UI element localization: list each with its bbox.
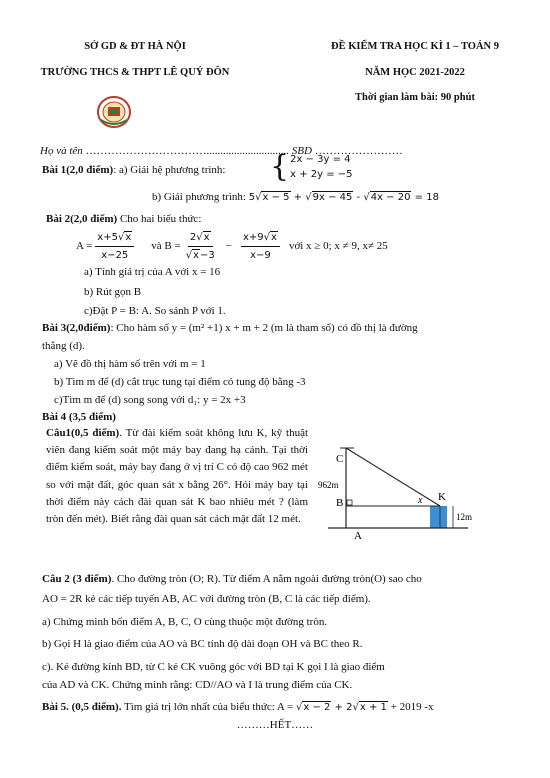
B1-den-sqrt: x: [193, 250, 199, 261]
b4-c2-c2: của AD và CK. Chứng minh rằng: CD//AO và I là trung điểm của CK.: [42, 679, 353, 691]
b4-c2-c1: c). Kẻ đường kính BD, từ C kẻ CK vuông góc với BD tại K gọi I là giao điểm: [42, 661, 385, 673]
b1-sqrt3: 4x − 20: [370, 192, 411, 203]
b5-sqrt2: x + 1: [359, 702, 387, 713]
fig-A-label: A: [354, 530, 362, 542]
and-B-label: và B =: [151, 240, 181, 252]
A-num: x+5: [97, 232, 118, 243]
b4-title: Bài 4 (3,5 điểm): [42, 411, 116, 423]
b4-c2-text1: . Cho đường tròn (O; R). Từ điểm A nằm ngoài đường tròn(O) sao cho: [111, 573, 422, 585]
fig-C-label: C: [336, 453, 344, 465]
B1-num: 2: [189, 232, 197, 243]
b1-equation: 5√x − 5 + √9x − 45 - √4x − 20 = 18: [248, 192, 439, 203]
b2-intro: Cho hai biểu thức:: [119, 213, 202, 225]
b3-line2: thẳng (d).: [42, 340, 85, 352]
school-name: TRƯỜNG THCS & THPT LÊ QUÝ ĐÔN: [40, 67, 230, 78]
b2-b: b) Rút gọn B: [84, 286, 142, 298]
b5-expression: √x − 2 + 2√x + 1: [295, 702, 387, 713]
fig-962m-label: 962m: [318, 480, 339, 490]
b1-line-b: [152, 190, 439, 205]
b3-title: Bài 3(2,0điểm): [42, 322, 111, 334]
b5-tail: + 2019 -x: [387, 701, 434, 713]
airplane-figure: [318, 440, 478, 545]
B1-fraction: $\frac{2√x}{√x-3}$: [185, 232, 215, 261]
b1-sqrt2: 9x − 45: [312, 192, 353, 203]
exam-title: ĐỀ KIỂM TRA HỌC KÌ 1 – TOÁN 9: [330, 41, 500, 52]
b1-eq: = 18: [411, 192, 439, 203]
b4-c2-a: a) Chứng minh bốn điểm A, B, C, O cùng thuộc một đường tròn.: [42, 616, 328, 628]
B2-den: x−9: [250, 250, 271, 261]
name-dots: ……………………………..............................: [85, 145, 290, 157]
b4-c1: [46, 425, 308, 528]
name-label: Họ và tên: [40, 145, 83, 157]
b1-sqrt1: x − 5: [262, 192, 290, 203]
b3-line1: [42, 321, 512, 336]
fig-B-label: B: [336, 497, 344, 509]
b5-line: [42, 700, 434, 715]
b2-condition: với x ≥ 0; x ≠ 9, x≠ 25: [288, 240, 388, 252]
b4-c1-text: . Từ đài kiểm soát không lưu K, kỹ thuật viên đang kiểm soát một máy bay đang hạ cánh. Tại thời điểm kiểm soát, máy bay đang ở vị trí C có độ cao 962 mét so với mặt đất, góc quan sát x bằng 26°. Hỏi máy bay tại thời điểm này cách đài quan sát K bao nhiêu mét ? (làm tròn đến mét). Biết rằng đài quan sát cách mặt đất 12 mét.: [46, 427, 309, 526]
A-num-sqrt: x: [125, 232, 132, 243]
sbd-label: SBD: [291, 145, 312, 157]
A-den: x−25: [101, 250, 129, 261]
b1-coef: 5: [248, 192, 256, 203]
B2-num-sqrt: x: [271, 232, 277, 243]
B1-num-sqrt: x: [203, 232, 210, 243]
end-marker: ………HẾT……: [236, 719, 314, 731]
fig-12m-label: 12m: [456, 512, 473, 522]
b3-b: b) Tìm m để (d) cắt trục tung tại điểm có tung độ bằng -3: [54, 376, 306, 388]
b4-c2-b: b) Gọi H là giao điểm của AO và BC tính độ dài đoạn OH và BC theo R.: [42, 638, 363, 650]
school-year: NĂM HỌC 2021-2022: [365, 67, 465, 78]
b5-title: Bài 5. (0,5 điểm).: [42, 701, 122, 713]
system-brace: {: [270, 149, 290, 184]
B-minus: −: [225, 240, 232, 252]
b4-c1-title: Câu1(0,5 điểm): [46, 427, 120, 439]
b2-c: c)Đặt P = B: A. So sánh P với 1.: [84, 305, 226, 317]
b1-line-a: [42, 163, 226, 178]
b5-plus: + 2: [331, 702, 353, 713]
b1-eq1: 2x − 3y = 4: [290, 154, 351, 165]
fig-x-label: x: [418, 495, 423, 506]
b1-minus: -: [353, 192, 364, 203]
fig-K-label: K: [438, 491, 446, 503]
b1-title: Bài 1(2,0 điểm): [42, 164, 114, 176]
B1-den: −3: [200, 250, 215, 261]
b5-sqrt1: x − 2: [303, 702, 331, 713]
b2-header: [46, 212, 201, 227]
tower-rect: [430, 506, 447, 528]
b2-a: a) Tính giá trị của A với x = 16: [84, 266, 221, 278]
B2-fraction: $\frac{x+9√x}{x-9}$: [241, 230, 280, 263]
exam-duration: Thời gian làm bài: 90 phút: [355, 92, 475, 103]
b2-expressions: [76, 230, 388, 263]
sbd-dots: ……………………: [314, 145, 403, 157]
b1-plus: +: [290, 192, 306, 203]
b2-title: Bài 2(2,0 điểm): [46, 213, 118, 225]
b3-text1: : Cho hàm số y = (m² +1) x + m + 2 (m là tham số) có đồ thị là đường: [110, 322, 418, 334]
B2-num: x+9: [242, 232, 264, 243]
A-label: A =: [76, 240, 93, 252]
b1-eq2: x + 2y = −5: [290, 169, 353, 180]
b3-c: c)Tìm m để (d) song song với d₁: y = 2x +3: [54, 394, 246, 406]
b4-c2-line1: [42, 572, 512, 587]
b1-a: : a) Giải hệ phương trình:: [113, 164, 226, 176]
school-logo-icon: [95, 94, 133, 130]
b1-b: b) Giải phương trình:: [152, 191, 246, 203]
dept-name: SỞ GD & ĐT HÀ NỘI: [84, 41, 186, 52]
b4-c2-title: Câu 2 (3 điểm): [42, 573, 112, 585]
b5-text: Tìm giá trị lớn nhất của biểu thức: A =: [124, 701, 294, 713]
A-fraction: $\frac{x+5√x}{x-25}$: [95, 230, 134, 263]
b3-a: a) Vẽ đồ thị hàm số trên với m = 1: [54, 358, 206, 370]
b4-c2-text2: AO = 2R kẻ các tiếp tuyến AB, AC với đường tròn (B, C là các tiếp điểm).: [42, 593, 371, 605]
